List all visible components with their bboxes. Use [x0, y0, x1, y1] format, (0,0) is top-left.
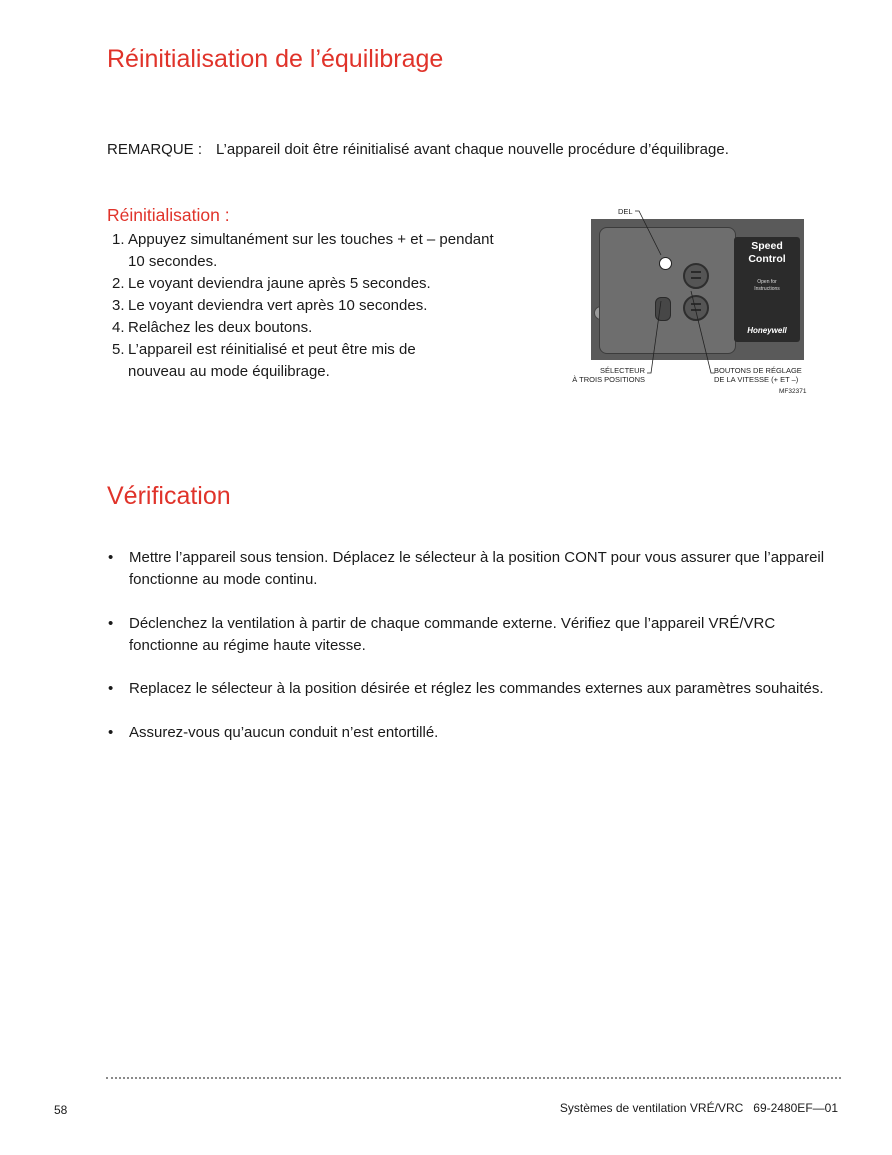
bullet-text: fonctionne au mode continu. [129, 571, 318, 588]
speed-buttons-label: BOUTONS DE RÉGLAGE DE LA VITESSE (+ ET –) [714, 366, 802, 384]
list-item [107, 722, 847, 744]
section-title-verification: Vérification [107, 482, 231, 510]
label-title: Speed Control [748, 240, 786, 265]
bullet-text: Assurez-vous qu’aucun conduit n’est entortillé. [129, 723, 439, 741]
step-number: 1. [112, 231, 125, 248]
verification-list [107, 547, 847, 765]
bullet-text: Déclenchez la ventilation à partir de chaque commande externe. Vérifiez que l’appareil VRÉ/VRC [129, 614, 776, 632]
step-text: L’appareil est réinitialisé et peut être mis de [128, 341, 416, 358]
step-number: 3. [112, 297, 125, 314]
remark-note [107, 141, 729, 158]
list-item [112, 295, 512, 317]
honeywell-logo: Honeywell [747, 326, 787, 335]
remark-label: REMARQUE : [107, 141, 203, 158]
label-subtitle: Open for Instructions [754, 279, 780, 292]
footer-divider [106, 1077, 841, 1079]
step-text: Le voyant deviendra vert après 10 secondes. [128, 297, 428, 314]
step-number: 2. [112, 275, 125, 292]
page-number: 58 [54, 1103, 68, 1117]
list-item [107, 678, 847, 700]
list-item [107, 613, 847, 657]
figure-code: MF32371 [779, 388, 807, 395]
footer-doc-title: Systèmes de ventilation VRÉ/VRC 69-2480EF—01 [559, 1101, 838, 1115]
step-text: Le voyant deviendra jaune après 5 secondes. [128, 275, 431, 292]
list-item [107, 547, 847, 591]
del-label: DEL [618, 207, 633, 216]
step-text: nouveau au mode équilibrage. [128, 363, 330, 380]
reset-heading: Réinitialisation : [107, 205, 230, 225]
step-text: 10 secondes. [128, 253, 218, 270]
list-item [112, 339, 512, 383]
step-number: 5. [112, 341, 125, 358]
step-text: Appuyez simultanément sur les touches + et – pendant [128, 231, 494, 248]
speed-control-figure [563, 203, 813, 398]
list-item [112, 273, 512, 295]
reset-steps-list [112, 229, 512, 383]
list-item [112, 317, 512, 339]
bullet-text: Replacez le sélecteur à la position désirée et réglez les commandes externes aux paramètres souhaités. [129, 680, 824, 697]
step-number: 4. [112, 319, 125, 336]
bullet-text: Mettre l’appareil sous tension. Déplacez le sélecteur à la position CONT pour vous assurer que l’appareil [129, 549, 825, 566]
bullet-text: fonctionne au régime haute vitesse. [129, 636, 366, 654]
remark-text: L’appareil doit être réinitialisé avant chaque nouvelle procédure d’équilibrage. [216, 141, 729, 158]
selector-label: SÉLECTEUR À TROIS POSITIONS [572, 366, 645, 384]
step-text: Relâchez les deux boutons. [128, 319, 313, 336]
section-title-reinitialisation: Réinitialisation de l’équilibrage [107, 45, 444, 73]
list-item [112, 229, 512, 273]
